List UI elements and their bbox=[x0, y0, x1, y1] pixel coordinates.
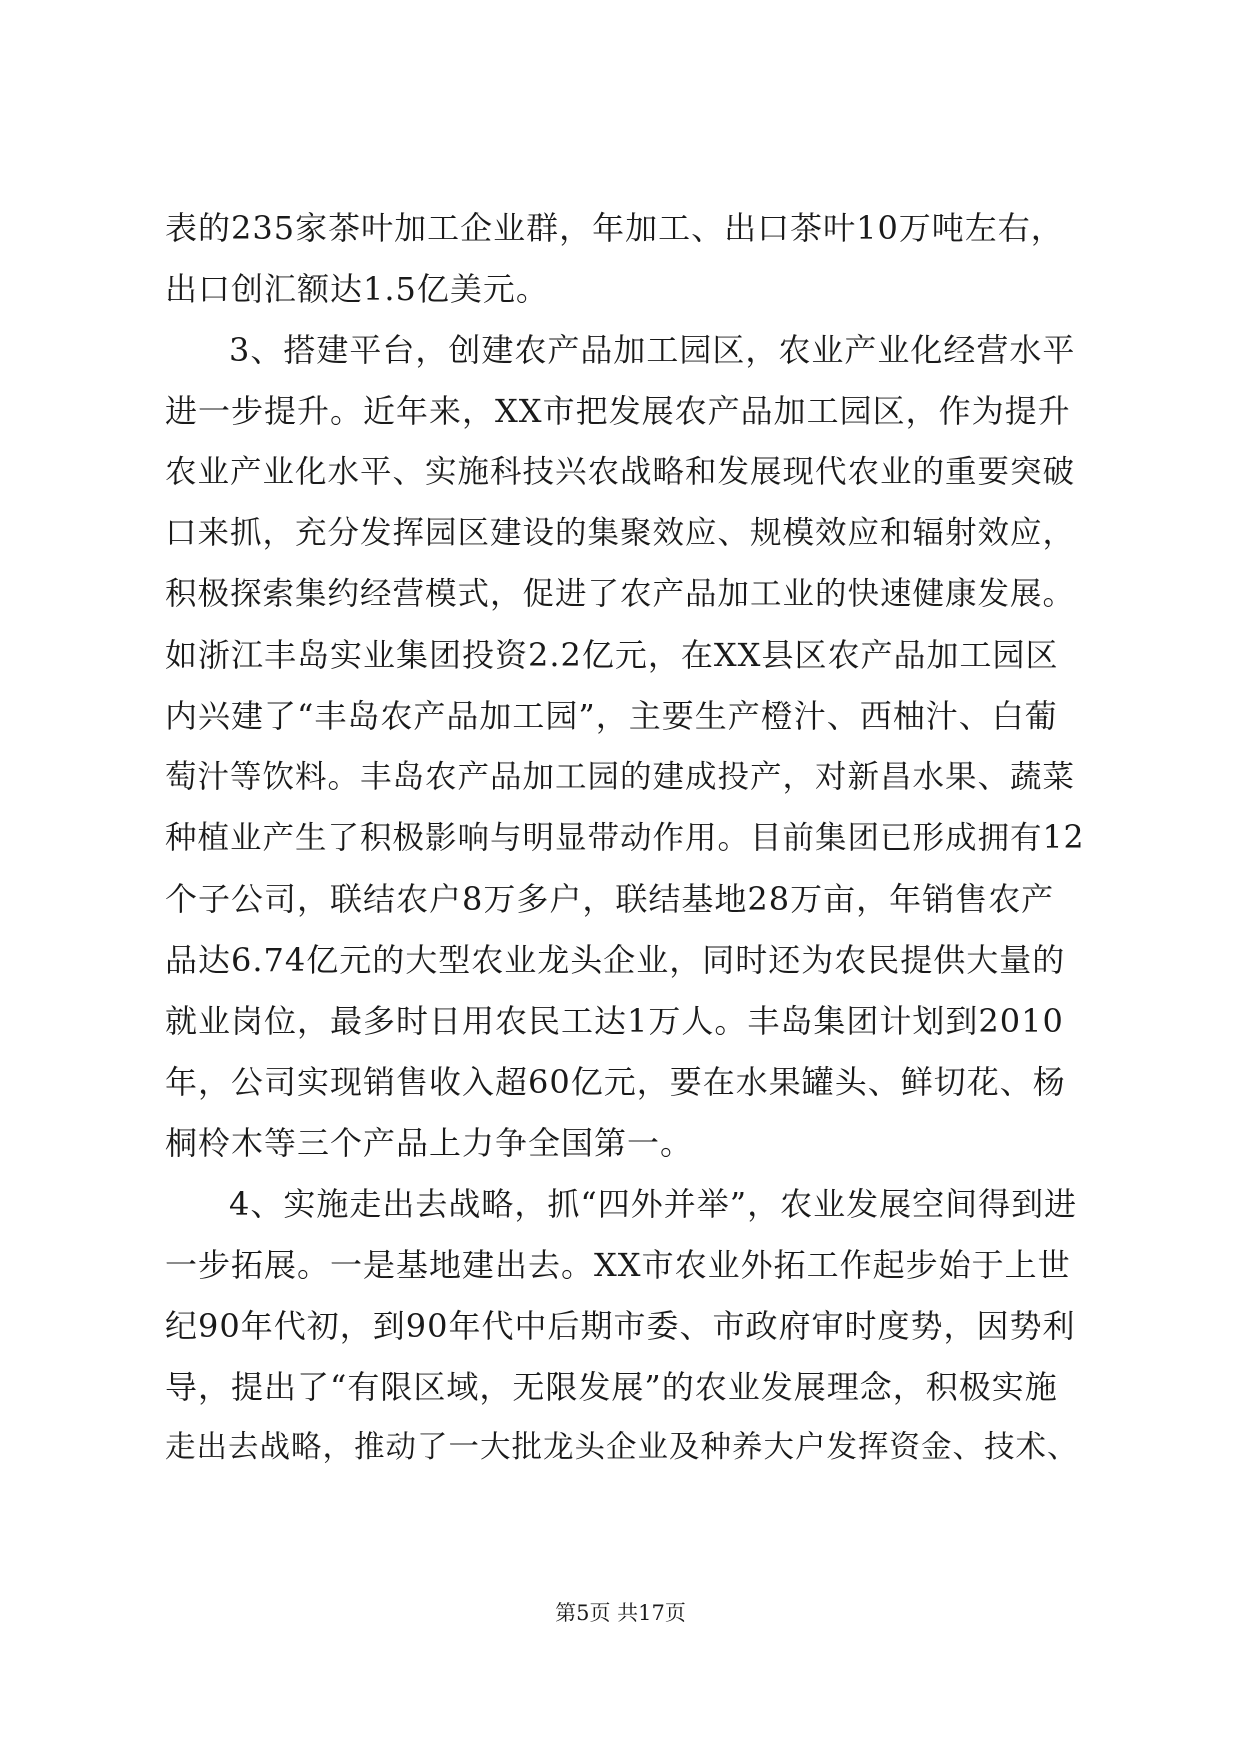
text-line: 品达6.74亿元的大型农业龙头企业，同时还为农民提供大量的 bbox=[165, 941, 1066, 979]
paragraph-start-line: 3、搭建平台，创建农产品加工园区，农业产业化经营水平 bbox=[229, 331, 1076, 369]
text-line: 如浙江丰岛实业集团投资2.2亿元，在XX县区农产品加工园区 bbox=[165, 636, 1059, 674]
text-line: 内兴建了“丰岛农产品加工园”，主要生产橙汁、西柚汁、白葡 bbox=[165, 697, 1058, 735]
text-line: 一步拓展。一是基地建出去。XX市农业外拓工作起步始于上世 bbox=[165, 1246, 1071, 1284]
paragraph-start-line: 4、实施走出去战略，抓“四外并举”，农业发展空间得到进 bbox=[229, 1185, 1078, 1223]
text-line: 进一步提升。近年来，XX市把发展农产品加工园区，作为提升 bbox=[165, 392, 1071, 430]
text-line: 积极探索集约经营模式，促进了农产品加工业的快速健康发展。 bbox=[165, 576, 1076, 612]
text-line: 出口创汇额达1.5亿美元。 bbox=[165, 270, 549, 308]
text-line: 农业产业化水平、实施科技兴农战略和发展现代农业的重要突破 bbox=[165, 454, 1076, 490]
text-line: 就业岗位，最多时日用农民工达1万人。丰岛集团计划到2010 bbox=[165, 1002, 1064, 1040]
page-number-footer: 第5页 共17页 bbox=[555, 1601, 686, 1625]
text-line: 种植业产生了积极影响与明显带动作用。目前集团已形成拥有12 bbox=[165, 820, 1085, 856]
text-line: 导，提出了“有限区域，无限发展”的农业发展理念，积极实施 bbox=[165, 1368, 1058, 1406]
text-line: 个子公司，联结农户8万多户，联结基地28万亩，年销售农产 bbox=[165, 880, 1055, 918]
text-line: 表的235家茶叶加工企业群，年加工、出口茶叶10万吨左右， bbox=[165, 209, 1064, 247]
text-line: 年，公司实现销售收入超60亿元，要在水果罐头、鲜切花、杨 bbox=[165, 1063, 1066, 1101]
text-line: 纪90年代初，到90年代中后期市委、市政府审时度势，因势利 bbox=[165, 1307, 1076, 1345]
text-line: 走出去战略，推动了一大批龙头企业及种养大户发挥资金、技术、 bbox=[165, 1430, 1079, 1465]
text-line: 萄汁等饮料。丰岛农产品加工园的建成投产，对新昌水果、蔬菜 bbox=[165, 759, 1076, 795]
text-line: 口来抓，充分发挥园区建设的集聚效应、规模效应和辐射效应， bbox=[165, 515, 1076, 551]
text-line: 桐柃木等三个产品上力争全国第一。 bbox=[165, 1124, 694, 1162]
